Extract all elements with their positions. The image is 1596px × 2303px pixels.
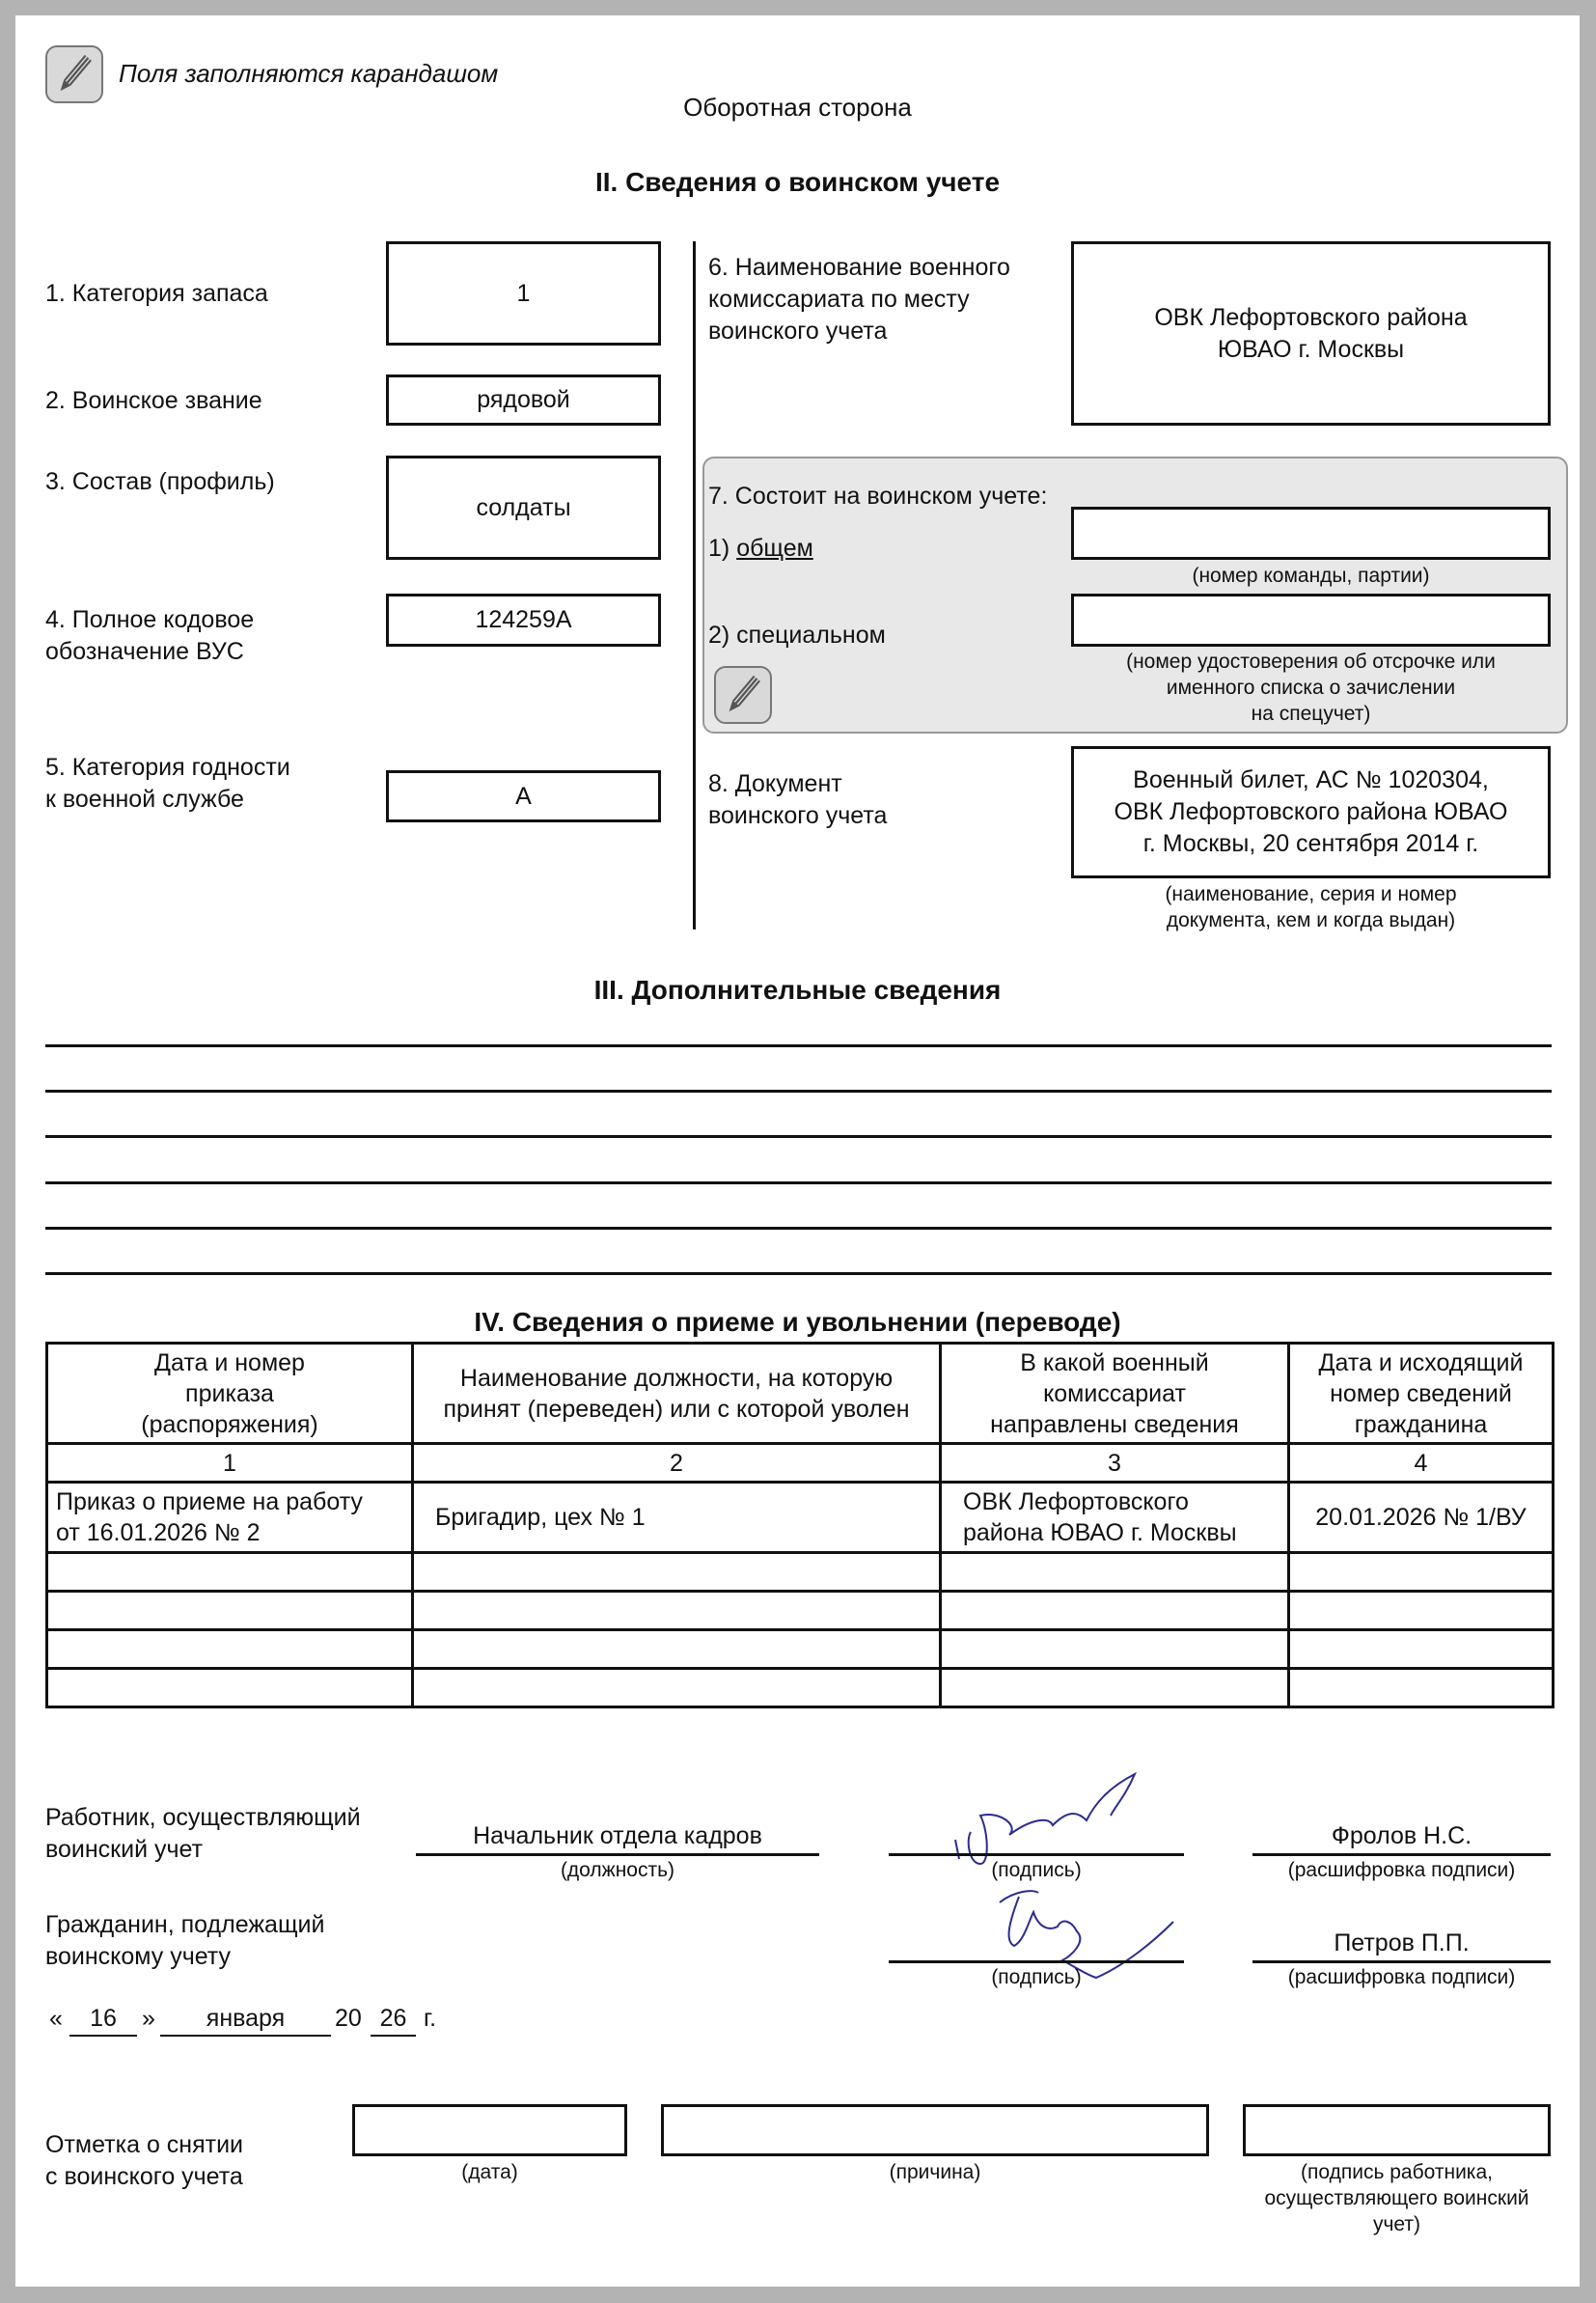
removal-reason-box[interactable] [661, 2104, 1209, 2156]
removal-date-caption: (дата) [461, 2161, 518, 2183]
column-number: 4 [1289, 1444, 1554, 1483]
column-number-row [47, 1444, 1554, 1483]
date-year: 26 [379, 2005, 407, 2032]
header-line: Наименование должности, на которую [459, 1364, 894, 1392]
field7-general-prefix: 1) [708, 535, 737, 562]
header-line: (распоряжения) [141, 1410, 318, 1438]
citizen-label-line1: Гражданин, подлежащий [45, 1911, 325, 1938]
date-suffix: г. [424, 2005, 437, 2032]
date-open-quote: « [49, 2005, 63, 2032]
removal-signature-box[interactable] [1243, 2104, 1551, 2156]
citizen-name-caption: (расшифровка подписи) [1287, 1966, 1516, 1988]
citizen-name-value: Петров П.П. [1334, 1929, 1470, 1956]
cell-line: Приказ о приеме на работу [56, 1488, 363, 1515]
field3-label: 3. Состав (профиль) [45, 468, 275, 495]
date-day-line[interactable] [69, 2035, 137, 2037]
table-cell[interactable] [413, 1592, 941, 1630]
field7-special-label: 2) специальном [708, 622, 886, 649]
field7-label: 7. Состоит на воинском учете: [708, 483, 1048, 510]
table-row [47, 1592, 1554, 1630]
removal-reason-caption: (причина) [889, 2161, 981, 2183]
side-title: Оборотная сторона [683, 93, 912, 122]
table-cell-outgoing[interactable]: 20.01.2026 № 1/ВУ [1289, 1483, 1554, 1553]
field7-general-input[interactable] [1071, 507, 1551, 560]
table-cell[interactable] [1289, 1553, 1554, 1592]
field8-value-line3: г. Москвы, 20 сентября 2014 г. [1142, 830, 1479, 857]
field1-reserve-category-box[interactable] [386, 241, 661, 346]
field6-label-line3: воинского учета [708, 318, 888, 345]
worker-label-line2: воинский учет [45, 1836, 204, 1863]
table-row [47, 1630, 1554, 1669]
field4-vus-box[interactable] [386, 594, 661, 647]
column-header-commissariat [941, 1344, 1289, 1444]
table-cell[interactable] [941, 1630, 1289, 1669]
table-cell[interactable] [941, 1553, 1289, 1592]
column-number: 1 [47, 1444, 413, 1483]
worker-position-line[interactable] [416, 1853, 819, 1856]
column-header-position [413, 1344, 941, 1444]
citizen-signature-caption: (подпись) [991, 1966, 1082, 1988]
field8-label-line2: воинского учета [708, 802, 888, 829]
worker-name-value: Фролов Н.С. [1331, 1822, 1472, 1849]
additional-info-line[interactable] [45, 1090, 1552, 1093]
table-cell[interactable] [47, 1553, 413, 1592]
header-line: Дата и исходящий [1318, 1348, 1524, 1376]
field3-value: солдаты [476, 493, 571, 521]
field2-label: 2. Воинское звание [45, 387, 262, 414]
date-year-line[interactable] [371, 2035, 416, 2037]
worker-label-line1: Работник, осуществляющий [45, 1804, 361, 1831]
form-page [15, 15, 1580, 2287]
field7-general-word: общем [736, 535, 813, 562]
table-row [47, 1669, 1554, 1707]
field5-fitness-box[interactable] [386, 770, 661, 822]
table-cell[interactable] [941, 1592, 1289, 1630]
field8-value-line1: Военный билет, АС № 1020304, [1133, 766, 1489, 793]
removal-signature-caption-line2: осуществляющего воинский [1264, 2187, 1529, 2209]
column-header-order [47, 1344, 413, 1444]
section2-title: II. Сведения о воинском учете [594, 167, 1001, 197]
date-month-line[interactable] [160, 2035, 331, 2037]
cell-line: района ЮВАО г. Москвы [963, 1519, 1237, 1546]
field5-value: А [515, 782, 532, 810]
field6-value-line1: ОВК Лефортовского района [1154, 303, 1468, 331]
header-line: Дата и номер [154, 1348, 305, 1376]
header-line: приказа [185, 1379, 274, 1407]
field1-label: 1. Категория запаса [45, 280, 268, 307]
column-number: 2 [413, 1444, 941, 1483]
field7-general-label [708, 533, 813, 565]
additional-info-line[interactable] [45, 1181, 1552, 1184]
cell-line: от 16.01.2026 № 2 [56, 1519, 261, 1546]
header-line: В какой военный [1020, 1348, 1209, 1376]
field8-caption-line1: (наименование, серия и номер [1165, 883, 1457, 905]
field8-value-line2: ОВК Лефортовского района ЮВАО [1114, 798, 1508, 825]
removal-label-line1: Отметка о снятии [45, 2131, 244, 2158]
additional-info-line[interactable] [45, 1227, 1552, 1230]
table-row [47, 1483, 1554, 1553]
worker-signature-line[interactable] [889, 1853, 1184, 1856]
pencil-note: Поля заполняются карандашом [119, 59, 499, 88]
table-cell[interactable] [1289, 1630, 1554, 1669]
field8-label-line1: 8. Документ [708, 770, 842, 797]
column-number: 3 [941, 1444, 1289, 1483]
header-line: комиссариат [1043, 1379, 1186, 1407]
worker-name-line[interactable] [1252, 1853, 1551, 1856]
cell-line: ОВК Лефортовского [963, 1488, 1189, 1515]
table-cell-position[interactable]: Бригадир, цех № 1 [413, 1483, 941, 1553]
column-header-outgoing [1289, 1344, 1554, 1444]
field7-special-caption-line3: на спецучет) [1251, 703, 1371, 725]
field6-label-line2: комиссариата по месту [708, 286, 970, 313]
table-cell[interactable] [413, 1630, 941, 1669]
date-century: 20 [335, 2005, 362, 2032]
worker-signature-caption: (подпись) [991, 1859, 1082, 1881]
header-line: номер сведений [1330, 1379, 1512, 1407]
section3-title: III. Дополнительные сведения [593, 975, 1002, 1005]
citizen-label-line2: воинскому учету [45, 1943, 232, 1970]
field2-value: рядовой [477, 386, 570, 413]
field4-label-line2: обозначение ВУС [45, 638, 244, 665]
worker-name-caption: (расшифровка подписи) [1287, 1859, 1516, 1881]
field7-special-caption-line1: (номер удостоверения об отсрочке или [1126, 651, 1496, 673]
field6-label-line1: 6. Наименование военного [708, 254, 1010, 281]
table-cell[interactable] [1289, 1592, 1554, 1630]
header-line: принят (переведен) или с которой уволен [443, 1395, 910, 1423]
additional-info-line[interactable] [45, 1272, 1552, 1275]
table-row [47, 1553, 1554, 1592]
employment-table [45, 1342, 1555, 1708]
field7-special-caption-line2: именного списка о зачислении [1166, 677, 1456, 699]
field8-document-box[interactable] [1071, 746, 1551, 878]
field4-label-line1: 4. Полное кодовое [45, 606, 255, 633]
table-cell[interactable] [413, 1669, 941, 1707]
removal-signature-caption-line3: учет) [1372, 2213, 1421, 2235]
removal-label-line2: с воинского учета [45, 2163, 243, 2190]
header-line: направлены сведения [990, 1410, 1239, 1438]
removal-signature-caption-line1: (подпись работника, [1301, 2161, 1493, 2183]
table-cell[interactable] [47, 1630, 413, 1669]
worker-position-value: Начальник отдела кадров [473, 1822, 762, 1849]
field4-value: 124259А [475, 606, 572, 633]
table-cell-order[interactable] [47, 1483, 413, 1553]
pencil-icon [714, 666, 772, 724]
field5-label-line1: 5. Категория годности [45, 754, 290, 781]
citizen-name-line[interactable] [1252, 1960, 1551, 1963]
field6-commissariat-box[interactable] [1071, 241, 1551, 426]
field1-value: 1 [516, 279, 531, 307]
additional-info-line[interactable] [45, 1135, 1552, 1138]
field5-label-line2: к военной службе [45, 786, 244, 813]
header-line: гражданина [1354, 1410, 1488, 1438]
field2-rank-box[interactable] [386, 375, 661, 426]
field8-caption-line2: документа, кем и когда выдан) [1166, 909, 1456, 931]
field7-general-caption: (номер команды, партии) [1192, 565, 1430, 587]
column-divider [693, 241, 696, 930]
field3-profile-box[interactable] [386, 456, 661, 560]
table-cell[interactable] [47, 1669, 413, 1707]
field6-value-line2: ЮВАО г. Москвы [1217, 335, 1405, 363]
table-cell[interactable] [1289, 1669, 1554, 1707]
field7-special-input[interactable] [1071, 594, 1551, 647]
table-cell[interactable] [47, 1592, 413, 1630]
section4-title: IV. Сведения о приеме и увольнении (переводе) [474, 1307, 1121, 1337]
date-close-quote: » [142, 2005, 155, 2032]
date-month: января [206, 2005, 286, 2032]
citizen-signature-line[interactable] [889, 1960, 1184, 1963]
table-cell[interactable] [941, 1669, 1289, 1707]
date-day: 16 [90, 2005, 117, 2032]
table-header-row [47, 1344, 1554, 1444]
additional-info-line[interactable] [45, 1044, 1552, 1047]
removal-date-box[interactable] [352, 2104, 627, 2156]
worker-position-caption: (должность) [560, 1859, 675, 1881]
table-cell-commissariat[interactable] [941, 1483, 1289, 1553]
table-cell[interactable] [413, 1553, 941, 1592]
